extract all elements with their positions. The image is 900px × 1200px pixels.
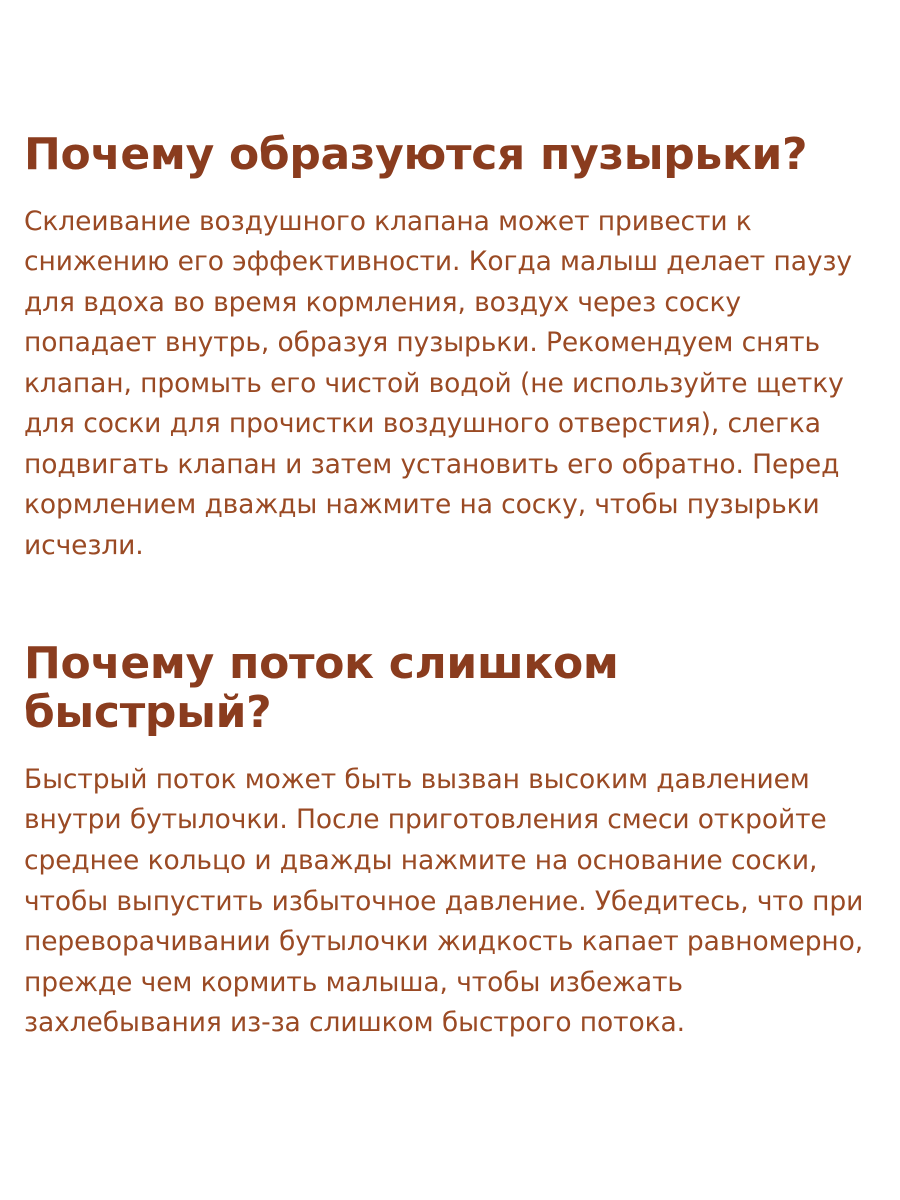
section-body-bubbles: Склеивание воздушного клапана может привести к снижению его эффективности. Когда малыш делает паузу для вдоха во время кормления, воздух через соску попадает внутрь, образуя пузырьки. Рекомендуем снять клапан, промыть его чистой водой (не используйте щетку для соски для прочистки воздушного отверстия), слегка подвигать клапан и затем установить его обратно. Перед кормлением дважды нажмите на соску, чтобы пузырьки исчезли. <box>24 205 852 561</box>
faq-section-fast-flow <box>24 639 876 1044</box>
section-heading-bubbles: Почему образуются пузырьки? <box>24 129 808 180</box>
section-body-fast-flow: Быстрый поток может быть вызван высоким давлением внутри бутылочки. После приготовления смеси откройте среднее кольцо и дважды нажмите на основание соски, чтобы выпустить избыточное давление. Убедитесь, что при переворачивании бутылочки жидкость капает равномерно, прежде чем кормить малыша, чтобы избежать захлебывания из-за слишком быстрого потока. <box>24 763 864 1039</box>
section-heading-fast-flow: Почему поток слишком быстрый? <box>24 637 619 739</box>
faq-section-bubbles <box>24 130 876 567</box>
